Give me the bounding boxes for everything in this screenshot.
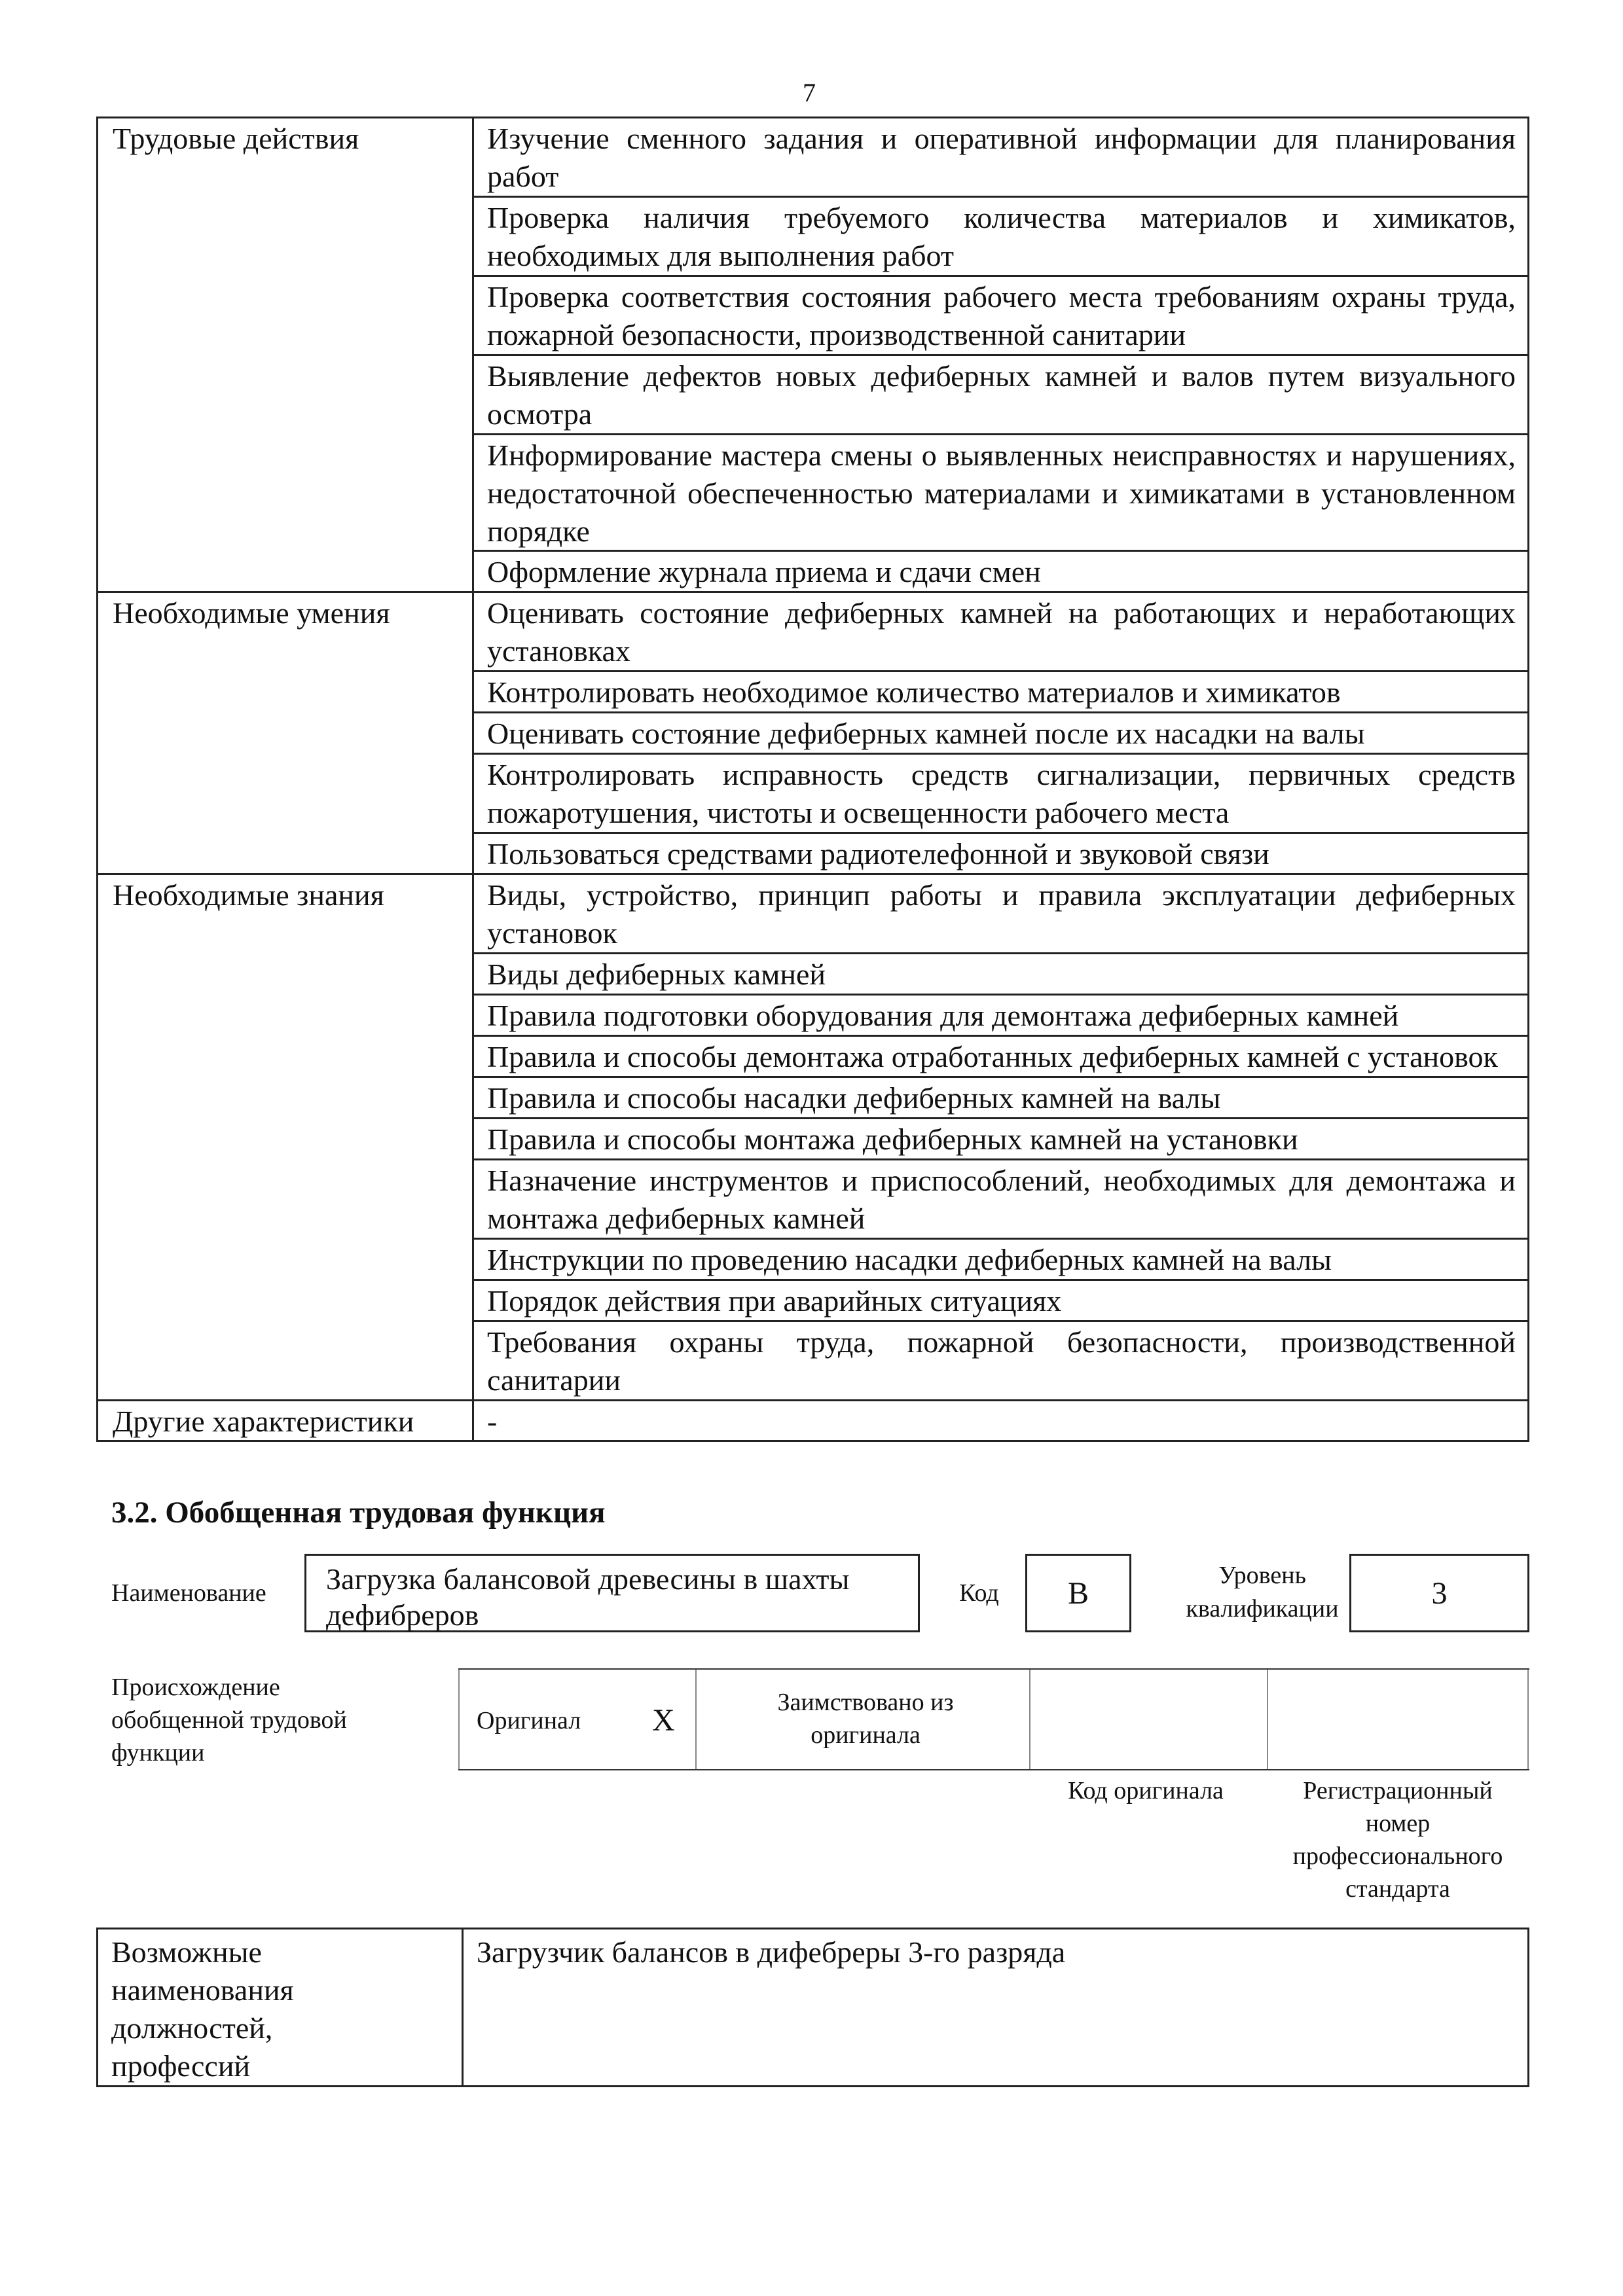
reg-number-label-line4: стандарта (1345, 1875, 1450, 1903)
reg-number-label-line2: номер (1365, 1810, 1431, 1837)
origin-label-line2: обобщенной трудовой (111, 1706, 347, 1734)
name-label: Наименование (111, 1579, 266, 1607)
skill-item: Пользоваться средствами радиотелефонной и звуковой связи (473, 833, 1529, 874)
code-original-label: Код оригинала (1068, 1777, 1224, 1804)
table-row (98, 592, 1529, 672)
positions-label-line3: должностей, (111, 2011, 273, 2045)
knowledge-item: Правила и способы насадки дефиберных камней на валы (473, 1077, 1529, 1118)
positions-label-line4: профессий (111, 2049, 251, 2083)
borrowed-label-line1: Заимствовано из (777, 1689, 954, 1716)
table-row (98, 1400, 1529, 1441)
level-label-line1: Уровень (1218, 1562, 1306, 1589)
positions-value: Загрузчик балансов в дифебреры 3-го разряда (463, 1929, 1529, 2087)
code-value-field: B (1025, 1554, 1131, 1632)
knowledge-item: Виды дефиберных камней (473, 954, 1529, 995)
knowledge-item: Виды, устройство, принцип работы и правила эксплуатации дефиберных установок (473, 874, 1529, 954)
labor-action-item: Информирование мастера смены о выявленных неисправностях и нарушениях, недостаточной обеспеченностью материалами и химикатами в установленном порядке (473, 434, 1529, 551)
knowledge-item: Инструкции по проведению насадки дефиберных камней на валы (473, 1238, 1529, 1280)
row-label-labor-actions: Трудовые действия (98, 118, 473, 592)
borrowed-label-line2: оригинала (811, 1721, 921, 1749)
knowledge-item: Правила подготовки оборудования для демонтажа дефиберных камней (473, 994, 1529, 1035)
section-title: 3.2. Обобщенная трудовая функция (111, 1496, 606, 1530)
labor-action-item: Проверка соответствия состояния рабочего места требованиям охраны труда, пожарной безопасности, производственной санитарии (473, 276, 1529, 355)
origin-label-line1: Происхождение (111, 1674, 280, 1701)
positions-table (96, 1928, 1529, 2087)
qualification-level-field: 3 (1349, 1554, 1529, 1632)
positions-label (98, 1929, 463, 2087)
knowledge-item: Требования охраны труда, пожарной безопасности, производственной санитарии (473, 1321, 1529, 1400)
labor-action-item: Изучение сменного задания и оперативной информации для планирования работ (473, 118, 1529, 197)
page-number: 7 (803, 78, 816, 107)
labor-action-item: Проверка наличия требуемого количества материалов и химикатов, необходимых для выполнения работ (473, 196, 1529, 276)
knowledge-item: Правила и способы монтажа дефиберных камней на установки (473, 1118, 1529, 1159)
table-row (98, 1929, 1529, 2087)
origin-grid (458, 1668, 1529, 1770)
table-row (98, 874, 1529, 954)
labor-action-item: Выявление дефектов новых дефиберных камней и валов путем визуального осмотра (473, 355, 1529, 434)
row-label-other-characteristics: Другие характеристики (98, 1400, 473, 1441)
table-row (98, 118, 1529, 197)
positions-label-line2: наименования (111, 1973, 294, 2007)
original-label: Оригинал (477, 1707, 581, 1734)
gtf-name-field: Загрузка балансовой древесины в шахты дефибреров (304, 1554, 920, 1632)
knowledge-item: Правила и способы демонтажа отработанных дефиберных камней с установок (473, 1035, 1529, 1077)
labor-functions-table (96, 117, 1529, 1442)
reg-number-label-line3: профессионального (1292, 1842, 1503, 1870)
reg-number-label-line1: Регистрационный (1303, 1777, 1493, 1804)
skill-item: Контролировать необходимое количество материалов и химикатов (473, 672, 1529, 713)
knowledge-item: Назначение инструментов и приспособлений, необходимых для демонтажа и монтажа дефиберных камней (473, 1159, 1529, 1238)
skill-item: Оценивать состояние дефиберных камней после их насадки на валы (473, 713, 1529, 754)
origin-label-line3: функции (111, 1739, 205, 1767)
row-label-required-knowledge: Необходимые знания (98, 874, 473, 1400)
code-label: Код (959, 1579, 999, 1607)
level-label-line2: квалификации (1186, 1595, 1339, 1623)
knowledge-item: Порядок действия при аварийных ситуациях (473, 1280, 1529, 1321)
original-mark: X (652, 1703, 675, 1738)
skill-item: Контролировать исправность средств сигнализации, первичных средств пожаротушения, чистоты и освещенности рабочего места (473, 754, 1529, 833)
row-label-required-skills: Необходимые умения (98, 592, 473, 874)
other-characteristics-value: - (473, 1400, 1529, 1441)
positions-label-line1: Возможные (111, 1935, 262, 1969)
labor-action-item: Оформление журнала приема и сдачи смен (473, 551, 1529, 592)
skill-item: Оценивать состояние дефиберных камней на работающих и неработающих установках (473, 592, 1529, 672)
